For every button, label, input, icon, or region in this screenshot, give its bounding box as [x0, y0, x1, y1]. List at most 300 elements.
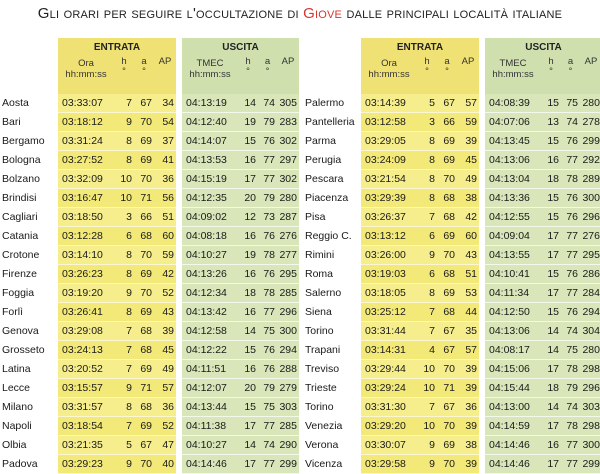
cell-a1: 68 [437, 189, 457, 208]
cell-h2: 15 [238, 398, 258, 417]
cell-a1: 68 [437, 208, 457, 227]
table-row [0, 189, 300, 208]
cell-h2: 12 [238, 208, 258, 227]
cell-ap2: 299 [580, 132, 600, 151]
cell-in: 03:32:09 [58, 170, 114, 189]
cell-in: 03:14:39 [361, 94, 417, 113]
cell-city: Cagliari [2, 211, 38, 223]
cell-a1: 71 [134, 189, 154, 208]
cell-in: 03:29:39 [361, 189, 417, 208]
cell-a2: 76 [561, 265, 580, 284]
cell-h2: 16 [541, 151, 561, 170]
cell-city: Forlì [2, 306, 23, 318]
table-row [0, 398, 300, 417]
cell-ap1: 45 [457, 151, 479, 170]
cell-in: 03:26:23 [58, 265, 114, 284]
cell-a2: 74 [561, 322, 580, 341]
cell-h2: 17 [238, 455, 258, 474]
cell-in: 03:31:30 [361, 398, 417, 417]
cell-h2: 14 [541, 398, 561, 417]
cell-a1: 69 [134, 303, 154, 322]
cell-h1: 8 [114, 265, 134, 284]
cell-h2: 15 [238, 341, 258, 360]
cell-in: 03:12:28 [58, 227, 114, 246]
table-row [0, 417, 300, 436]
cell-out: 04:13:55 [485, 246, 541, 265]
cell-h2: 15 [541, 208, 561, 227]
cell-h1: 8 [417, 132, 437, 151]
cell-ap2: 297 [277, 151, 299, 170]
cell-out: 04:15:06 [485, 360, 541, 379]
cell-out: 04:08:18 [182, 227, 238, 246]
cell-in: 03:18:05 [361, 284, 417, 303]
cell-in: 03:18:50 [58, 208, 114, 227]
ap-label-uscita: AP [281, 56, 295, 67]
cell-a2: 77 [258, 170, 277, 189]
cell-out: 04:13:42 [182, 303, 238, 322]
cell-h2: 14 [238, 94, 258, 113]
cell-city: Siena [305, 306, 332, 318]
cell-ap1: 45 [154, 341, 176, 360]
cell-a1: 67 [437, 94, 457, 113]
cell-h1: 8 [417, 284, 437, 303]
cell-ap1: 36 [457, 398, 479, 417]
cell-ap2: 285 [277, 284, 299, 303]
cell-h1: 7 [114, 360, 134, 379]
cell-h1: 8 [114, 246, 134, 265]
cell-ap1: 41 [154, 151, 176, 170]
cell-out: 04:11:51 [182, 360, 238, 379]
ap-label-uscita: AP [584, 56, 598, 67]
cell-in: 03:18:54 [58, 417, 114, 436]
cell-city: Roma [305, 268, 334, 280]
cell-out: 04:13:04 [485, 170, 541, 189]
cell-ap1: 54 [154, 113, 176, 132]
cell-a1: 68 [437, 265, 457, 284]
cell-h1: 8 [114, 151, 134, 170]
title-pre: Gli orari per seguire l'occultazione di [37, 5, 304, 22]
cell-h2: 20 [238, 189, 258, 208]
cell-h2: 14 [541, 322, 561, 341]
cell-city: Padova [2, 458, 38, 470]
cell-a1: 70 [134, 455, 154, 474]
cell-h2: 17 [541, 284, 561, 303]
cell-a2: 79 [258, 189, 277, 208]
cell-out: 04:14:07 [182, 132, 238, 151]
title-post: dalle principali località italiane [342, 5, 563, 22]
cell-city: Trieste [305, 382, 337, 394]
cell-a1: 69 [134, 417, 154, 436]
cell-out: 04:12:22 [182, 341, 238, 360]
cell-a2: 74 [561, 398, 580, 417]
cell-ap2: 299 [580, 455, 600, 474]
cell-a1: 69 [437, 227, 457, 246]
cell-out: 04:15:19 [182, 170, 238, 189]
cell-city: Bolzano [2, 173, 40, 185]
cell-in: 03:29:20 [361, 417, 417, 436]
cell-a1: 67 [437, 341, 457, 360]
cell-h1: 7 [114, 322, 134, 341]
table-row [303, 360, 600, 379]
cell-in: 03:27:52 [58, 151, 114, 170]
cell-out: 04:10:41 [485, 265, 541, 284]
cell-in: 03:31:24 [58, 132, 114, 151]
table-row [0, 113, 300, 132]
cell-a1: 69 [134, 132, 154, 151]
cell-ap1: 39 [154, 322, 176, 341]
cell-a2: 76 [258, 360, 277, 379]
cell-a2: 78 [561, 170, 580, 189]
cell-ap1: 52 [154, 284, 176, 303]
cell-out: 04:14:46 [182, 455, 238, 474]
cell-ap2: 296 [277, 303, 299, 322]
cell-h2: 19 [238, 113, 258, 132]
table-row [303, 284, 600, 303]
table-row [303, 303, 600, 322]
cell-ap1: 39 [457, 132, 479, 151]
cell-a2: 75 [561, 94, 580, 113]
a-label-uscita: a [264, 56, 271, 67]
cell-a1: 67 [437, 322, 457, 341]
cell-a2: 79 [561, 379, 580, 398]
cell-a1: 69 [437, 132, 457, 151]
cell-ap2: 276 [277, 227, 299, 246]
cell-h2: 15 [541, 265, 561, 284]
cell-city: Trapani [305, 344, 341, 356]
ap-label-entrata: AP [158, 56, 172, 67]
cell-h1: 9 [114, 113, 134, 132]
a-label-uscita: a [567, 56, 574, 67]
cell-out: 04:08:39 [485, 94, 541, 113]
table-row [303, 113, 600, 132]
cell-a2: 76 [258, 132, 277, 151]
cell-in: 03:31:57 [58, 398, 114, 417]
cell-city: Treviso [305, 363, 340, 375]
cell-city: Napoli [2, 420, 32, 432]
cell-a2: 77 [561, 227, 580, 246]
cell-ap1: 39 [457, 379, 479, 398]
table-row [0, 246, 300, 265]
cell-ap2: 280 [277, 189, 299, 208]
cell-a2: 76 [258, 341, 277, 360]
table-row [0, 341, 300, 360]
cell-a2: 76 [561, 208, 580, 227]
cell-a2: 73 [258, 208, 277, 227]
cell-ap2: 298 [580, 417, 600, 436]
cell-a2: 74 [561, 113, 580, 132]
table-row [0, 360, 300, 379]
ap-label-entrata: AP [461, 56, 475, 67]
cell-a1: 70 [134, 284, 154, 303]
cell-ap2: 294 [580, 303, 600, 322]
cell-ap1: 51 [154, 208, 176, 227]
cell-h2: 17 [238, 170, 258, 189]
cell-a2: 77 [258, 151, 277, 170]
table-row [0, 284, 300, 303]
cell-city: Catania [2, 230, 39, 242]
cell-a2: 77 [561, 246, 580, 265]
h-label-uscita: h [245, 56, 251, 67]
cell-a2: 75 [561, 341, 580, 360]
table-row [0, 303, 300, 322]
cell-h2: 15 [541, 303, 561, 322]
cell-a2: 74 [258, 436, 277, 455]
cell-ap2: 298 [580, 360, 600, 379]
cell-in: 03:18:12 [58, 113, 114, 132]
cell-a2: 78 [258, 284, 277, 303]
ora-label: Ora [381, 58, 397, 69]
cell-ap2: 279 [277, 379, 299, 398]
cell-h1: 7 [417, 322, 437, 341]
cell-h1: 8 [114, 398, 134, 417]
cell-in: 03:24:13 [58, 341, 114, 360]
entrata-label: ENTRATA [396, 42, 444, 53]
cell-city: Bologna [2, 154, 41, 166]
cell-a1: 71 [134, 379, 154, 398]
table-row [303, 189, 600, 208]
cell-city: Salerno [305, 287, 342, 299]
h-label-uscita: h [548, 56, 554, 67]
cell-out: 04:11:38 [182, 417, 238, 436]
cell-ap2: 302 [277, 170, 299, 189]
deg-h-uscita: ° [549, 66, 553, 77]
cell-h2: 16 [238, 303, 258, 322]
cell-city: Piacenza [305, 192, 349, 204]
cell-h1: 8 [417, 170, 437, 189]
cell-h2: 19 [238, 246, 258, 265]
table-row [303, 227, 600, 246]
cell-h1: 7 [417, 398, 437, 417]
cell-ap1: 47 [154, 436, 176, 455]
cell-h2: 18 [238, 284, 258, 303]
cell-ap2: 303 [580, 398, 600, 417]
cell-city: Olbia [2, 439, 27, 451]
cell-out: 04:13:44 [182, 398, 238, 417]
cell-a2: 77 [561, 436, 580, 455]
cell-h1: 10 [417, 379, 437, 398]
cell-in: 03:19:03 [361, 265, 417, 284]
cell-a2: 76 [561, 132, 580, 151]
tmec-label: TMEC [196, 58, 224, 69]
cell-ap1: 40 [154, 455, 176, 474]
cell-a1: 68 [437, 303, 457, 322]
cell-ap2: 296 [580, 208, 600, 227]
cell-a1: 68 [134, 322, 154, 341]
cell-in: 03:29:23 [58, 455, 114, 474]
table-row [0, 151, 300, 170]
cell-h2: 17 [541, 417, 561, 436]
cell-h1: 7 [114, 94, 134, 113]
uscita-label: USCITA [222, 42, 259, 53]
cell-h1: 7 [417, 303, 437, 322]
cell-h1: 5 [114, 436, 134, 455]
cell-a2: 74 [258, 94, 277, 113]
deg-a-uscita: ° [265, 66, 270, 77]
cell-in: 03:14:31 [361, 341, 417, 360]
tmec-format: hh:mm:ss [492, 69, 534, 80]
cell-ap2: 285 [277, 417, 299, 436]
cell-city: Bergamo [2, 135, 45, 147]
cell-a2: 77 [258, 455, 277, 474]
cell-ap2: 303 [277, 398, 299, 417]
cell-a2: 76 [561, 303, 580, 322]
cell-a1: 70 [134, 170, 154, 189]
cell-a2: 79 [258, 113, 277, 132]
cell-out: 04:12:07 [182, 379, 238, 398]
cell-ap2: 286 [580, 265, 600, 284]
cell-h1: 9 [114, 284, 134, 303]
cell-in: 03:26:00 [361, 246, 417, 265]
cell-h2: 16 [238, 265, 258, 284]
cell-h2: 17 [541, 360, 561, 379]
cell-h2: 14 [238, 436, 258, 455]
cell-out: 04:13:00 [485, 398, 541, 417]
cell-out: 04:15:44 [485, 379, 541, 398]
cell-ap2: 289 [580, 170, 600, 189]
cell-ap2: 280 [580, 94, 600, 113]
cell-in: 03:24:09 [361, 151, 417, 170]
cell-a2: 77 [561, 284, 580, 303]
cell-h1: 6 [417, 265, 437, 284]
cell-ap1: 43 [457, 246, 479, 265]
cell-city: Pisa [305, 211, 326, 223]
cell-a2: 77 [258, 303, 277, 322]
cell-ap2: 288 [277, 360, 299, 379]
cell-ap1: 43 [154, 303, 176, 322]
cell-in: 03:20:52 [58, 360, 114, 379]
table-row [303, 246, 600, 265]
cell-h1: 7 [114, 417, 134, 436]
cell-city: Verona [305, 439, 339, 451]
table-row [0, 94, 300, 113]
cell-ap2: 283 [277, 113, 299, 132]
cell-ap1: 60 [154, 227, 176, 246]
cell-h1: 10 [417, 417, 437, 436]
cell-a1: 70 [437, 417, 457, 436]
table-row [303, 94, 600, 113]
cell-ap2: 300 [580, 189, 600, 208]
cell-h1: 10 [114, 189, 134, 208]
cell-out: 04:11:34 [485, 284, 541, 303]
a-label-entrata: a [141, 56, 147, 67]
cell-ap1: 39 [457, 417, 479, 436]
deg-h-uscita: ° [246, 66, 250, 77]
table-row [303, 436, 600, 455]
cell-ap2: 278 [580, 113, 600, 132]
cell-ap2: 304 [580, 322, 600, 341]
cell-h1: 10 [114, 170, 134, 189]
cell-out: 04:12:50 [485, 303, 541, 322]
cell-in: 03:29:05 [361, 132, 417, 151]
page-title [0, 0, 600, 27]
cell-out: 04:07:06 [485, 113, 541, 132]
cell-h1: 9 [417, 246, 437, 265]
cell-h2: 18 [541, 170, 561, 189]
cell-h2: 17 [541, 227, 561, 246]
cell-a2: 76 [561, 189, 580, 208]
cell-in: 03:29:24 [361, 379, 417, 398]
cell-ap1: 49 [154, 360, 176, 379]
cell-ap1: 53 [457, 284, 479, 303]
cell-h2: 14 [238, 322, 258, 341]
h-label-entrata: h [424, 56, 430, 67]
cell-city: Firenze [2, 268, 38, 280]
cell-ap1: 42 [457, 208, 479, 227]
table-row [303, 151, 600, 170]
cell-h2: 15 [238, 132, 258, 151]
cell-h1: 8 [114, 303, 134, 322]
cell-ap1: 52 [154, 417, 176, 436]
cell-in: 03:19:20 [58, 284, 114, 303]
cell-out: 04:12:40 [182, 113, 238, 132]
table-row [0, 322, 300, 341]
cell-ap1: 49 [457, 170, 479, 189]
cell-city: Foggia [2, 287, 35, 299]
cell-in: 03:29:08 [58, 322, 114, 341]
cell-ap1: 39 [457, 360, 479, 379]
tmec-label: TMEC [499, 58, 527, 69]
cell-ap1: 60 [457, 227, 479, 246]
cell-a1: 69 [437, 284, 457, 303]
cell-a2: 78 [258, 246, 277, 265]
cell-in: 03:26:41 [58, 303, 114, 322]
cell-h1: 9 [114, 455, 134, 474]
cell-a2: 77 [561, 151, 580, 170]
cell-out: 04:12:55 [485, 208, 541, 227]
cell-h2: 16 [238, 360, 258, 379]
cell-out: 04:09:02 [182, 208, 238, 227]
cell-ap1: 37 [154, 132, 176, 151]
cell-out: 04:12:34 [182, 284, 238, 303]
ora-label: Ora [78, 58, 94, 69]
table-row [303, 341, 600, 360]
cell-city: Reggio C. [305, 230, 352, 242]
cell-city: Pantelleria [305, 116, 355, 128]
table-row [303, 379, 600, 398]
cell-ap1: 56 [154, 189, 176, 208]
cell-in: 03:25:12 [361, 303, 417, 322]
cell-a1: 70 [437, 246, 457, 265]
table-row [303, 455, 600, 474]
cell-city: Milano [2, 401, 33, 413]
table-row [303, 208, 600, 227]
cell-h1: 4 [417, 341, 437, 360]
cell-city: Latina [2, 363, 31, 375]
cell-a1: 70 [134, 113, 154, 132]
cell-a1: 66 [437, 113, 457, 132]
uscita-label: USCITA [525, 42, 562, 53]
cell-in: 03:16:47 [58, 189, 114, 208]
cell-h2: 20 [238, 379, 258, 398]
cell-city: Aosta [2, 97, 29, 109]
cell-h1: 7 [417, 208, 437, 227]
cell-in: 03:13:12 [361, 227, 417, 246]
table-row [303, 170, 600, 189]
cell-city: Bari [2, 116, 21, 128]
cell-a1: 70 [437, 455, 457, 474]
cell-city: Pescara [305, 173, 344, 185]
table-row [0, 265, 300, 284]
cell-a1: 68 [134, 398, 154, 417]
cell-a1: 67 [134, 436, 154, 455]
table-row [303, 132, 600, 151]
cell-city: Palermo [305, 97, 345, 109]
table-row [303, 398, 600, 417]
cell-a2: 78 [561, 417, 580, 436]
cell-out: 04:12:58 [182, 322, 238, 341]
cell-in: 03:29:44 [361, 360, 417, 379]
cell-ap2: 299 [277, 455, 299, 474]
